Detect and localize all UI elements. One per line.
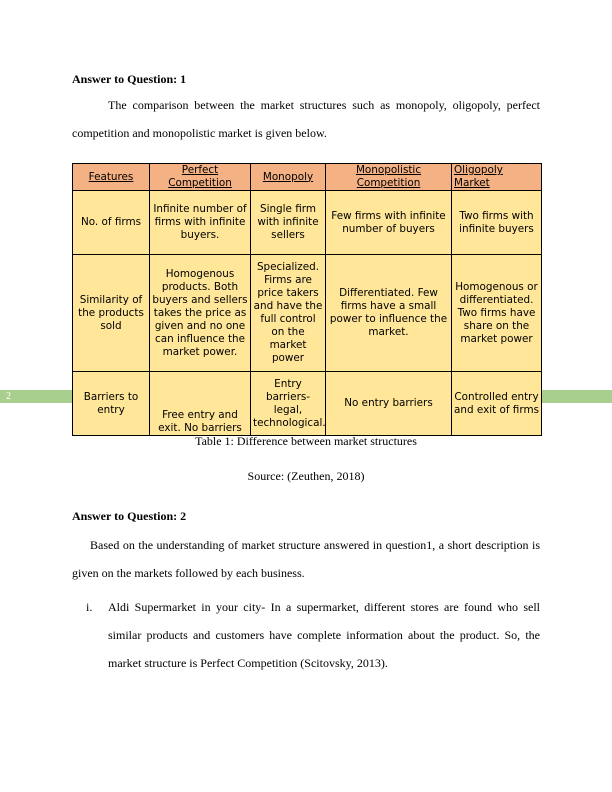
cell-oligopoly-market: Homogenous or differentiated. Two firms have share on the market power xyxy=(452,255,542,372)
header-monopoly: Monopoly xyxy=(251,164,326,191)
cell-oligopoly-market: Controlled entry and exit of firms xyxy=(452,372,542,436)
question-2-heading: Answer to Question: 2 xyxy=(72,509,187,523)
question-1-heading: Answer to Question: 1 xyxy=(72,72,187,86)
cell-monopolistic-competition: Differentiated. Few firms have a small power to influence the market. xyxy=(326,255,452,372)
cell-monopolistic-competition: No entry barriers xyxy=(326,372,452,436)
list-item-text: Aldi Supermarket in your city- In a supermarket, different stores are found who sell similar products and customers have complete information about the product. So, the market structure is Perfect Competition (Scitovsky, 2013). xyxy=(108,600,540,670)
cell-perfect-competition: Infinite number of firms with infinite buyers. xyxy=(150,191,251,255)
table-row xyxy=(73,372,542,436)
question-2-intro: Based on the understanding of market structure answered in question1, a short description is given on the markets followed by each business. xyxy=(72,538,540,580)
header-monopolistic-competition: Monopolistic Competition xyxy=(326,164,452,191)
table-header-row xyxy=(73,164,542,191)
cell-feature: Barriers to entry xyxy=(73,372,150,436)
cell-monopoly: Single firm with infinite sellers xyxy=(251,191,326,255)
header-features: Features xyxy=(73,164,150,191)
cell-feature: No. of firms xyxy=(73,191,150,255)
cell-monopoly: Entry barriers-legal, technological. xyxy=(251,372,326,436)
page-number: 2 xyxy=(6,391,11,402)
table-row xyxy=(73,255,542,372)
cell-feature: Similarity of the products sold xyxy=(73,255,150,372)
table-caption: Table 1: Difference between market structures xyxy=(195,434,417,448)
list-item xyxy=(72,593,540,677)
market-structure-table xyxy=(72,163,542,436)
cell-monopoly: Specialized. Firms are price takers and have the full control on the market power xyxy=(251,255,326,372)
cell-perfect-competition: Homogenous products. Both buyers and sellers takes the price as given and no one can influence the market power. xyxy=(150,255,251,372)
cell-oligopoly-market: Two firms with infinite buyers xyxy=(452,191,542,255)
table-source: Source: (Zeuthen, 2018) xyxy=(247,469,365,483)
table-row xyxy=(73,191,542,255)
list-item-marker: i. xyxy=(86,600,93,614)
cell-perfect-competition: Free entry and exit. No barriers xyxy=(150,372,251,436)
question-1-intro: The comparison between the market structures such as monopoly, oligopoly, perfect competition and monopolistic market is given below. xyxy=(72,98,540,140)
cell-monopolistic-competition: Few firms with infinite number of buyers xyxy=(326,191,452,255)
header-oligopoly-market: Oligopoly Market xyxy=(452,164,542,191)
header-perfect-competition: Perfect Competition xyxy=(150,164,251,191)
